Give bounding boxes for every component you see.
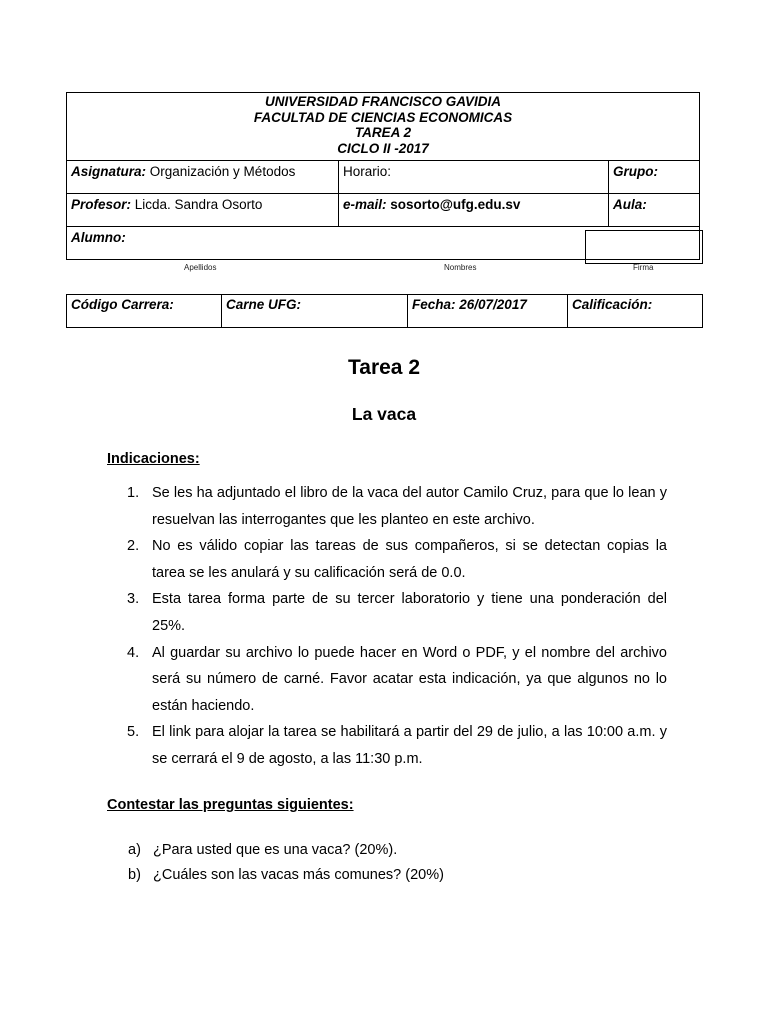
list-item	[127, 533, 667, 586]
preguntas-heading: Contestar las preguntas siguientes:	[107, 797, 354, 813]
asignatura-value: Organización y Métodos	[146, 164, 296, 179]
sub-nombres: Nombres	[444, 263, 477, 272]
list-item	[127, 640, 667, 720]
horario-label: Horario:	[343, 164, 392, 179]
sub-firma: Firma	[633, 263, 654, 272]
asignatura-cell	[67, 161, 339, 193]
aula-cell	[609, 194, 699, 226]
codigo-carrera-cell: Código Carrera:	[67, 295, 222, 327]
item-text: Al guardar su archivo lo puede hacer en Word o PDF, y el nombre del archivo será su número de carné. Favor acatar esta indicación, ya que algunos no lo están haciendo.	[152, 644, 667, 714]
list-item	[127, 480, 667, 533]
email-label: e-mail:	[343, 197, 387, 212]
horario-cell	[339, 161, 609, 193]
title-line: TAREA 2	[354, 125, 412, 140]
item-text: Esta tarea forma parte de su tercer laboratorio y tiene una ponderación del 25%.	[152, 591, 667, 634]
indicaciones-list	[127, 480, 667, 773]
email-cell	[339, 194, 609, 226]
profesor-label: Profesor:	[71, 197, 132, 212]
grupo-label: Grupo:	[613, 164, 658, 179]
item-number: 3.	[127, 591, 140, 608]
item-text: Se les ha adjuntado el libro de la vaca del autor Camilo Cruz, para que lo lean y resuelvan las interrogantes que les planteo en este archivo.	[152, 485, 667, 528]
list-item	[127, 719, 667, 772]
item-text: El link para alojar la tarea se habilitará a partir del 29 de julio, a las 10:00 a.m. y se cerrará el 9 de agosto, a las 11:30 p.m.	[152, 724, 667, 767]
nombres-cell	[338, 230, 586, 264]
item-text: No es válido copiar las tareas de sus compañeros, si se detectan copias la tarea se les anulará y su calificación será de 0.0.	[152, 538, 667, 581]
title-line: FACULTAD DE CIENCIAS ECONOMICAS	[253, 109, 513, 125]
asignatura-label: Asignatura:	[71, 164, 147, 179]
fecha-cell: Fecha: 26/07/2017	[408, 295, 568, 327]
profesor-cell	[67, 194, 339, 226]
page-title: Tarea 2	[348, 356, 420, 379]
item-letter: b)	[128, 867, 141, 883]
info-table	[66, 294, 703, 328]
item-number: 5.	[127, 724, 140, 741]
item-number: 4.	[127, 644, 140, 661]
header-title	[67, 93, 699, 161]
item-text: ¿Cuáles son las vacas más comunes? (20%)	[153, 867, 444, 883]
list-item	[128, 863, 444, 888]
list-item	[128, 838, 444, 863]
firma-cell	[586, 230, 703, 264]
grupo-cell	[609, 161, 699, 193]
title-line: CICLO II -2017	[337, 140, 429, 156]
header-row-asignatura	[67, 161, 699, 194]
indicaciones-heading: Indicaciones:	[107, 451, 200, 467]
header-row-profesor	[67, 194, 699, 227]
calificacion-cell: Calificación:	[572, 297, 653, 312]
title-line: UNIVERSIDAD FRANCISCO GAVIDIA	[264, 94, 501, 109]
carne-cell: Carne UFG:	[222, 295, 408, 327]
aula-label: Aula:	[613, 197, 647, 212]
item-text: ¿Para usted que es una vaca? (20%).	[153, 842, 398, 858]
sub-apellidos: Apellidos	[184, 263, 217, 272]
item-number: 2.	[127, 538, 140, 555]
profesor-value: Licda. Sandra Osorto	[131, 197, 263, 212]
item-letter: a)	[128, 842, 141, 858]
preguntas-list	[128, 838, 444, 888]
alumno-cell	[67, 227, 339, 259]
list-item	[127, 586, 667, 639]
email-value: sosorto@ufg.edu.sv	[386, 197, 521, 212]
alumno-label: Alumno:	[71, 230, 126, 245]
page-subtitle: La vaca	[351, 404, 417, 424]
item-number: 1.	[127, 485, 140, 501]
